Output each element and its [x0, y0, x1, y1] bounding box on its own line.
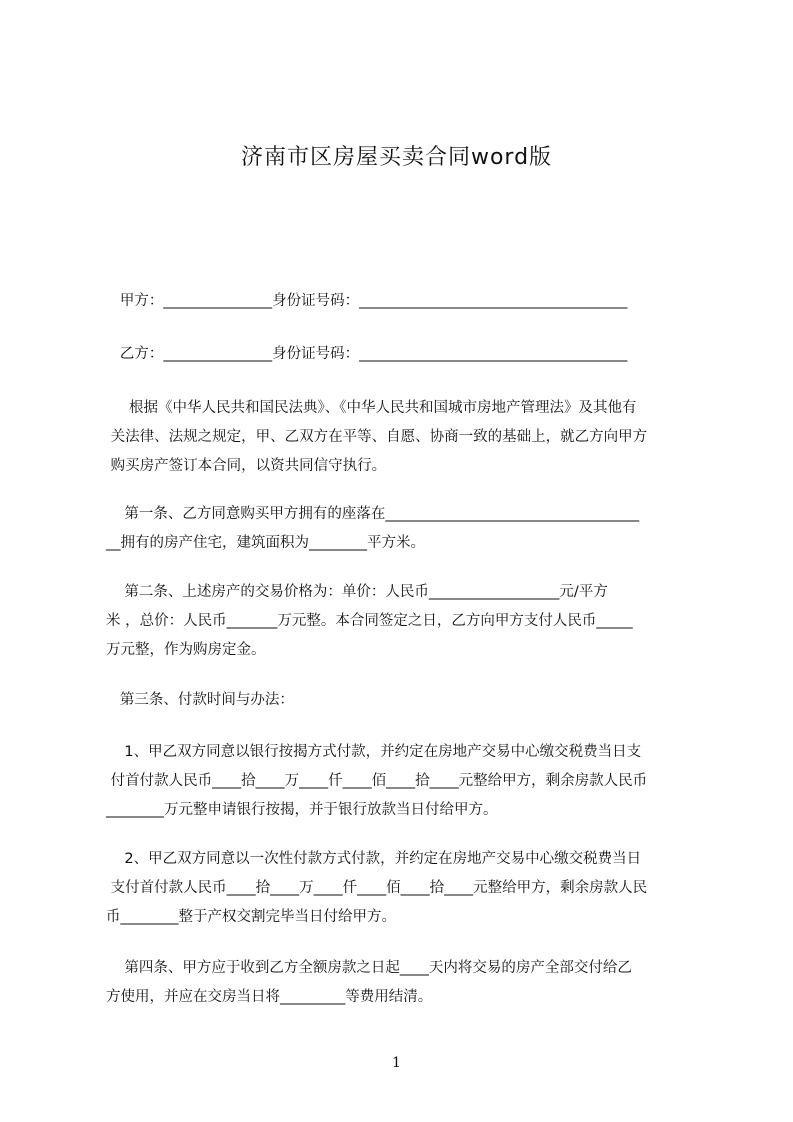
party-a-line: 甲方：_______________身份证号码：_____________________________________	[106, 293, 628, 309]
article-1-line: __拥有的房产住宅，建筑面积为________平方米。	[106, 535, 425, 551]
page-number: 1	[392, 1055, 401, 1071]
article-1-line: 第一条、乙方同意购买甲方拥有的座落在___________________________________	[106, 506, 640, 522]
article-1-paragraph	[106, 500, 702, 558]
article-3-item-2-line: 2、甲乙双方同意以一次性付款方式付款，并约定在房地产交易中心缴交税费当日	[106, 851, 642, 867]
preamble-line: 关法律、法规之规定，甲、乙双方在平等、自愿、协商一致的基础上，就乙方向甲方	[106, 429, 648, 445]
preamble-line: 根据《中华人民共和国民法典》、《中华人民共和国城市房地产管理法》及其他有	[106, 400, 637, 416]
article-3-heading: 第三条、付款时间与办法：	[106, 692, 294, 708]
article-2-paragraph	[106, 578, 702, 665]
article-3-item-2-line: 支付首付款人民币____拾____万____仟____佰____拾____元整给甲方，剩余房款人民	[106, 880, 648, 896]
article-4-line: 第四条、甲方应于收到乙方全额房款之日起____天内将交易的房产全部交付给乙	[106, 960, 632, 976]
article-3-item-1	[106, 738, 702, 825]
article-4-line: 方使用，并应在交房当日将_________等费用结清。	[106, 989, 433, 1005]
preamble-paragraph	[106, 394, 702, 481]
article-2-line: 米 ，总价：人民币_______万元整。本合同签定之日，乙方向甲方支付人民币_____	[106, 613, 633, 629]
article-3-item-1-line: 付首付款人民币____拾____万____仟____佰____拾____元整给甲方，剩余房款人民币	[106, 773, 648, 789]
article-2-line: 第二条、上述房产的交易价格为：单价：人民币__________________元/平方	[106, 584, 608, 600]
article-2-line: 万元整，作为购房定金。	[106, 642, 266, 658]
article-3-item-2-line: 币________整于产权交割完毕当日付给甲方。	[106, 909, 396, 925]
article-3-item-2	[106, 845, 702, 932]
article-3-item-1-line: ________万元整申请银行按揭，并于银行放款当日付给甲方。	[106, 802, 498, 818]
preamble-line: 购买房产签订本合同，以资共同信守执行。	[106, 458, 387, 474]
article-4-paragraph	[106, 954, 702, 1012]
document-title: 济南市区房屋买卖合同word版	[240, 145, 553, 170]
party-b-line: 乙方：_______________身份证号码：_____________________________________	[106, 346, 628, 362]
article-3-item-1-line: 1、甲乙双方同意以银行按揭方式付款，并约定在房地产交易中心缴交税费当日支	[106, 744, 642, 760]
